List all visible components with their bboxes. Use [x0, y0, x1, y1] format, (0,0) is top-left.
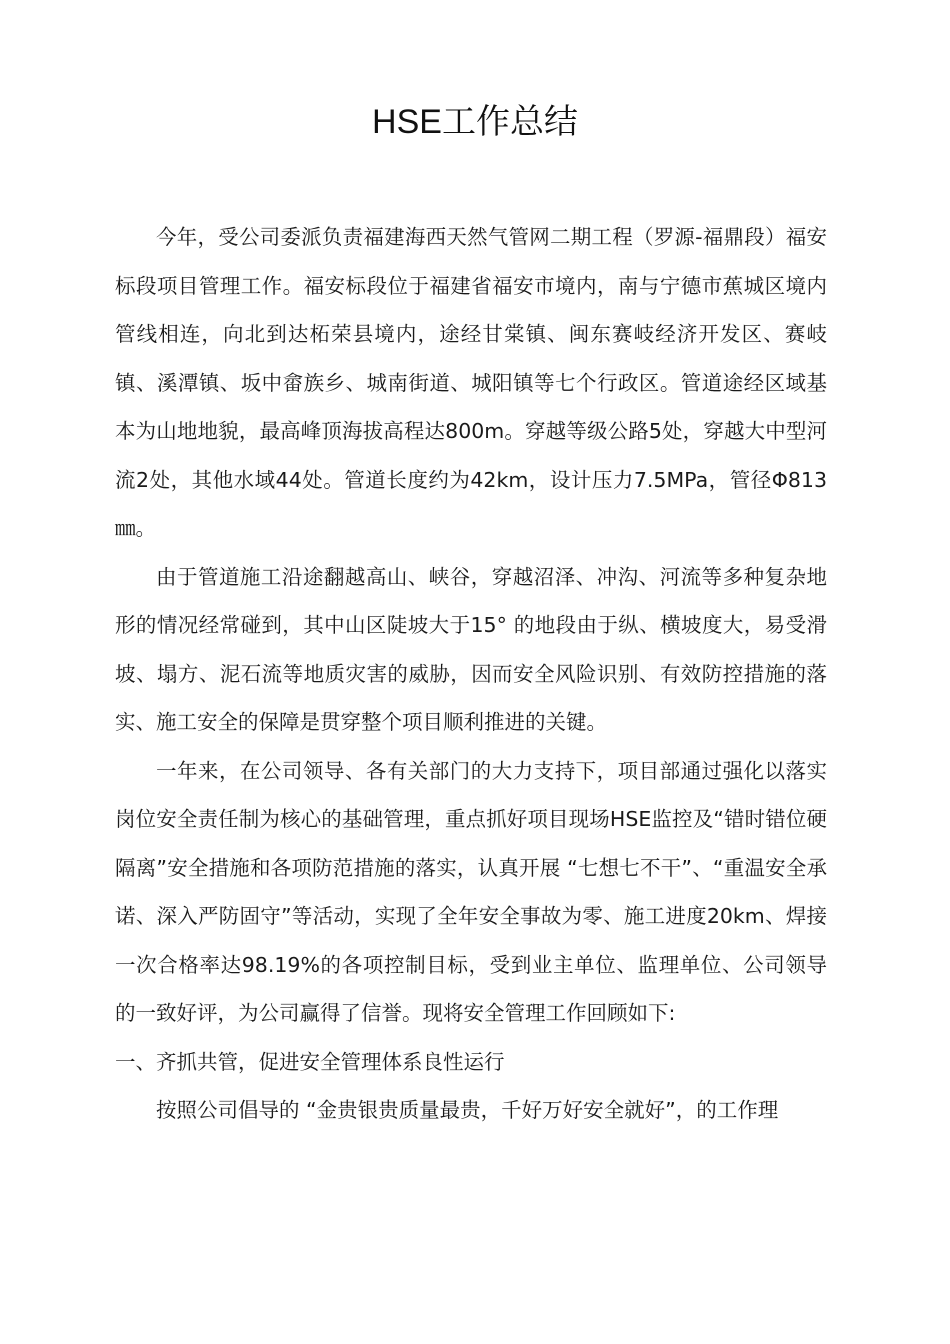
document-body — [115, 213, 827, 1135]
paragraph-work-philosophy: 按照公司倡导的 “金贵银贵质量最贵，千好万好安全就好”，的工作理 — [156, 1098, 779, 1122]
paragraph-project-overview: 今年，受公司委派负责福建海西天然气管网二期工程（罗源-福鼎段）福安标段项目管理工作。福安标段位于福建省福安市境内，南与宁德市蕉城区境内管线相连，向北到达柘荣县境内，途经甘棠镇、闽东赛岐经济开发区、赛岐镇、溪潭镇、坂中畲族乡、城南街道、城阳镇等七个行政区。管道途经区域基本为山地地貌，最高峰顶海拔高程达800m。穿越等级公路5处，穿越大中型河流2处，其他水域44处。管道长度约为42km，设计压力7.5MPa，管径Φ813㎜。 — [115, 225, 827, 540]
section-heading-1: 一、齐抓共管，促进安全管理体系良性运行 — [115, 1049, 505, 1074]
document-title: HSE工作总结 — [372, 103, 578, 141]
paragraph-terrain-risk: 由于管道施工沿途翻越高山、峡谷，穿越沼泽、冲沟、河流等多种复杂地形的情况经常碰到，其中山区陡坡大于15° 的地段由于纵、横坡度大，易受滑坡、塌方、泥石流等地质灾害的威胁，因而安全风险识别、有效防控措施的落实、施工安全的保障是贯穿整个项目顺利推进的关键。 — [115, 564, 827, 734]
paragraph-annual-achievements: 一年来，在公司领导、各有关部门的大力支持下，项目部通过强化以落实岗位安全责任制为核心的基础管理，重点抓好项目现场HSE监控及“错时错位硬隔离”安全措施和各项防范措施的落实，认真开展 “七想七不干”、“重温安全承诺、深入严防固守”等活动，实现了全年安全事故为零、施工进度20km、焊接一次合格率达98.19%的各项控制目标，受到业主单位、监理单位、公司领导的一致好评，为公司赢得了信誉。现将安全管理工作回顾如下: — [115, 758, 827, 1025]
